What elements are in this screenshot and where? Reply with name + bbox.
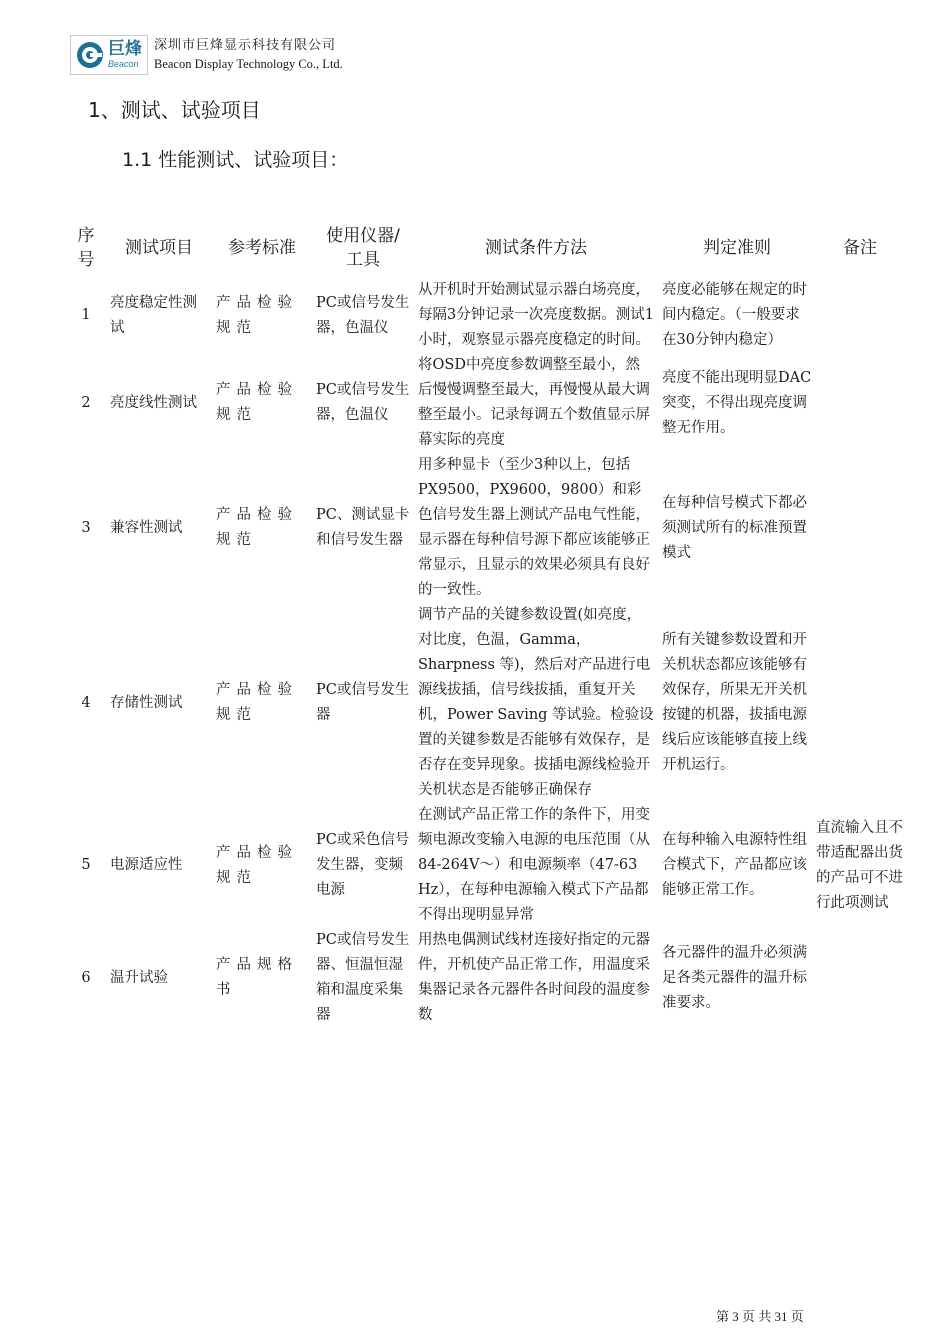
cell-criteria: 亮度不能出现明显DAC突变，不得出现亮度调整无作用。 bbox=[662, 369, 812, 436]
cell-remark bbox=[816, 928, 904, 1028]
cell-standard: 产品检验规范 bbox=[216, 844, 298, 886]
cell-method: 用热电偶测试线材连接好指定的元器件，开机使产品正常工作，用温度采集器记录各元器件各时间段的温度参数 bbox=[418, 932, 650, 1023]
cell-item: 温升试验 bbox=[110, 969, 168, 986]
cell-method: 将OSD中亮度参数调整至最小，然后慢慢调整至最大，再慢慢从最大调整至最小。记录每调五个数值显示屏幕实际的亮度 bbox=[418, 357, 650, 448]
cell-remark bbox=[816, 603, 904, 803]
cell-standard: 产品检验规范 bbox=[216, 682, 298, 723]
cell-no: 2 bbox=[81, 394, 91, 411]
section-title: 1、测试、试验项目 bbox=[88, 98, 261, 122]
cell-remark: 直流输入且不带适配器出货的产品可不进行此项测试 bbox=[816, 819, 903, 911]
cell-no: 4 bbox=[81, 694, 91, 711]
cell-no: 5 bbox=[81, 857, 91, 873]
beacon-logo-icon bbox=[75, 40, 105, 70]
cell-standard: 产品检验规范 bbox=[216, 294, 298, 336]
cell-criteria: 亮度必能够在规定的时间内稳定。（一般要求在30分钟内稳定） bbox=[662, 282, 807, 348]
logo-text-en: Beacon bbox=[108, 59, 139, 69]
cell-instrument: PC或信号发生器、恒温恒湿箱和温度采集器 bbox=[316, 932, 410, 1023]
cell-instrument: PC或信号发生器，色温仪 bbox=[316, 382, 410, 423]
logo-text-cn: 巨烽 bbox=[108, 39, 142, 59]
table-row bbox=[66, 353, 904, 453]
cell-no: 1 bbox=[81, 307, 91, 323]
cell-item: 电源适应性 bbox=[110, 857, 183, 873]
cell-criteria: 所有关键参数设置和开关机状态都应该能够有效保存，所果无开关机按键的机器，拔插电源线后应该能够直接上线开机运行。 bbox=[662, 632, 807, 773]
column-header-no: 序号 bbox=[77, 226, 95, 270]
table-row bbox=[66, 453, 904, 603]
cell-instrument: PC、测试显卡和信号发生器 bbox=[316, 507, 410, 548]
subsection-title: 1.1 性能测试、试验项目： bbox=[122, 149, 349, 171]
cell-standard: 产品检验规范 bbox=[216, 507, 298, 548]
cell-instrument: PC或信号发生器 bbox=[316, 682, 410, 723]
column-header-remark: 备注 bbox=[843, 238, 877, 258]
table-row bbox=[66, 603, 904, 803]
cell-item: 亮度线性测试 bbox=[110, 394, 197, 411]
cell-criteria: 在每种输入电源特性组合模式下，产品都应该能够正常工作。 bbox=[662, 832, 807, 898]
company-logo bbox=[70, 35, 148, 75]
cell-criteria: 各元器件的温升必须满足各类元器件的温升标准要求。 bbox=[662, 944, 807, 1011]
page-header bbox=[70, 34, 343, 76]
company-name-en: Beacon Display Technology Co., Ltd. bbox=[154, 57, 343, 71]
company-name bbox=[154, 36, 343, 74]
column-header-standard: 参考标准 bbox=[228, 238, 296, 258]
cell-instrument: PC或信号发生器，色温仪 bbox=[316, 294, 410, 336]
table-header-row bbox=[66, 218, 904, 278]
cell-standard: 产品规格书 bbox=[216, 957, 298, 998]
cell-criteria: 在每种信号模式下都必须测试所有的标准预置模式 bbox=[662, 494, 807, 561]
cell-remark bbox=[816, 278, 904, 353]
cell-method: 在测试产品正常工作的条件下，用变频电源改变输入电源的电压范围（从84-264V～）和电源频率（47-63 Hz），在每种电源输入模式下产品都不得出现明显异常 bbox=[418, 807, 650, 923]
cell-item: 兼容性测试 bbox=[110, 519, 183, 536]
cell-no: 6 bbox=[81, 969, 91, 986]
cell-remark bbox=[816, 353, 904, 453]
cell-remark bbox=[816, 453, 904, 603]
page-number: 第 3 页 共 31 页 bbox=[716, 1309, 804, 1324]
table-row bbox=[66, 803, 904, 928]
column-header-criteria: 判定准则 bbox=[703, 238, 771, 258]
cell-instrument: PC或采色信号发生器，变频电源 bbox=[316, 832, 410, 898]
column-header-instrument: 使用仪器/工具 bbox=[326, 226, 400, 270]
test-items-table bbox=[66, 218, 904, 1028]
table-row bbox=[66, 928, 904, 1028]
company-name-cn: 深圳市巨烽显示科技有限公司 bbox=[154, 38, 337, 53]
table-row bbox=[66, 278, 904, 353]
cell-method: 用多种显卡（至少3种以上，包括PX9500，PX9600，9800）和彩色信号发生器上测试产品电气性能，显示器在每种信号源下都应该能够正常显示，且显示的效果必须具有良好的一致性。 bbox=[418, 457, 650, 598]
cell-method: 从开机时开始测试显示器白场亮度，每隔3分钟记录一次亮度数据。测试1小时，观察显示器亮度稳定的时间。 bbox=[418, 282, 654, 348]
cell-no: 3 bbox=[81, 519, 91, 536]
column-header-method: 测试条件方法 bbox=[485, 238, 587, 258]
column-header-item: 测试项目 bbox=[125, 238, 193, 258]
cell-standard: 产品检验规范 bbox=[216, 382, 298, 423]
cell-method: 调节产品的关键参数设置(如亮度，对比度，色温，Gamma，Sharpness 等)，然后对产品进行电源线拔插，信号线拔插，重复开关机，Power Saving 等试验。检验设置的关键参数是否能够有效保存，是否存在变异现象。拔插电源线检验开关机状态是否能够正确保存 bbox=[418, 607, 654, 798]
cell-item: 存储性测试 bbox=[110, 694, 183, 711]
cell-item: 亮度稳定性测试 bbox=[110, 294, 197, 336]
